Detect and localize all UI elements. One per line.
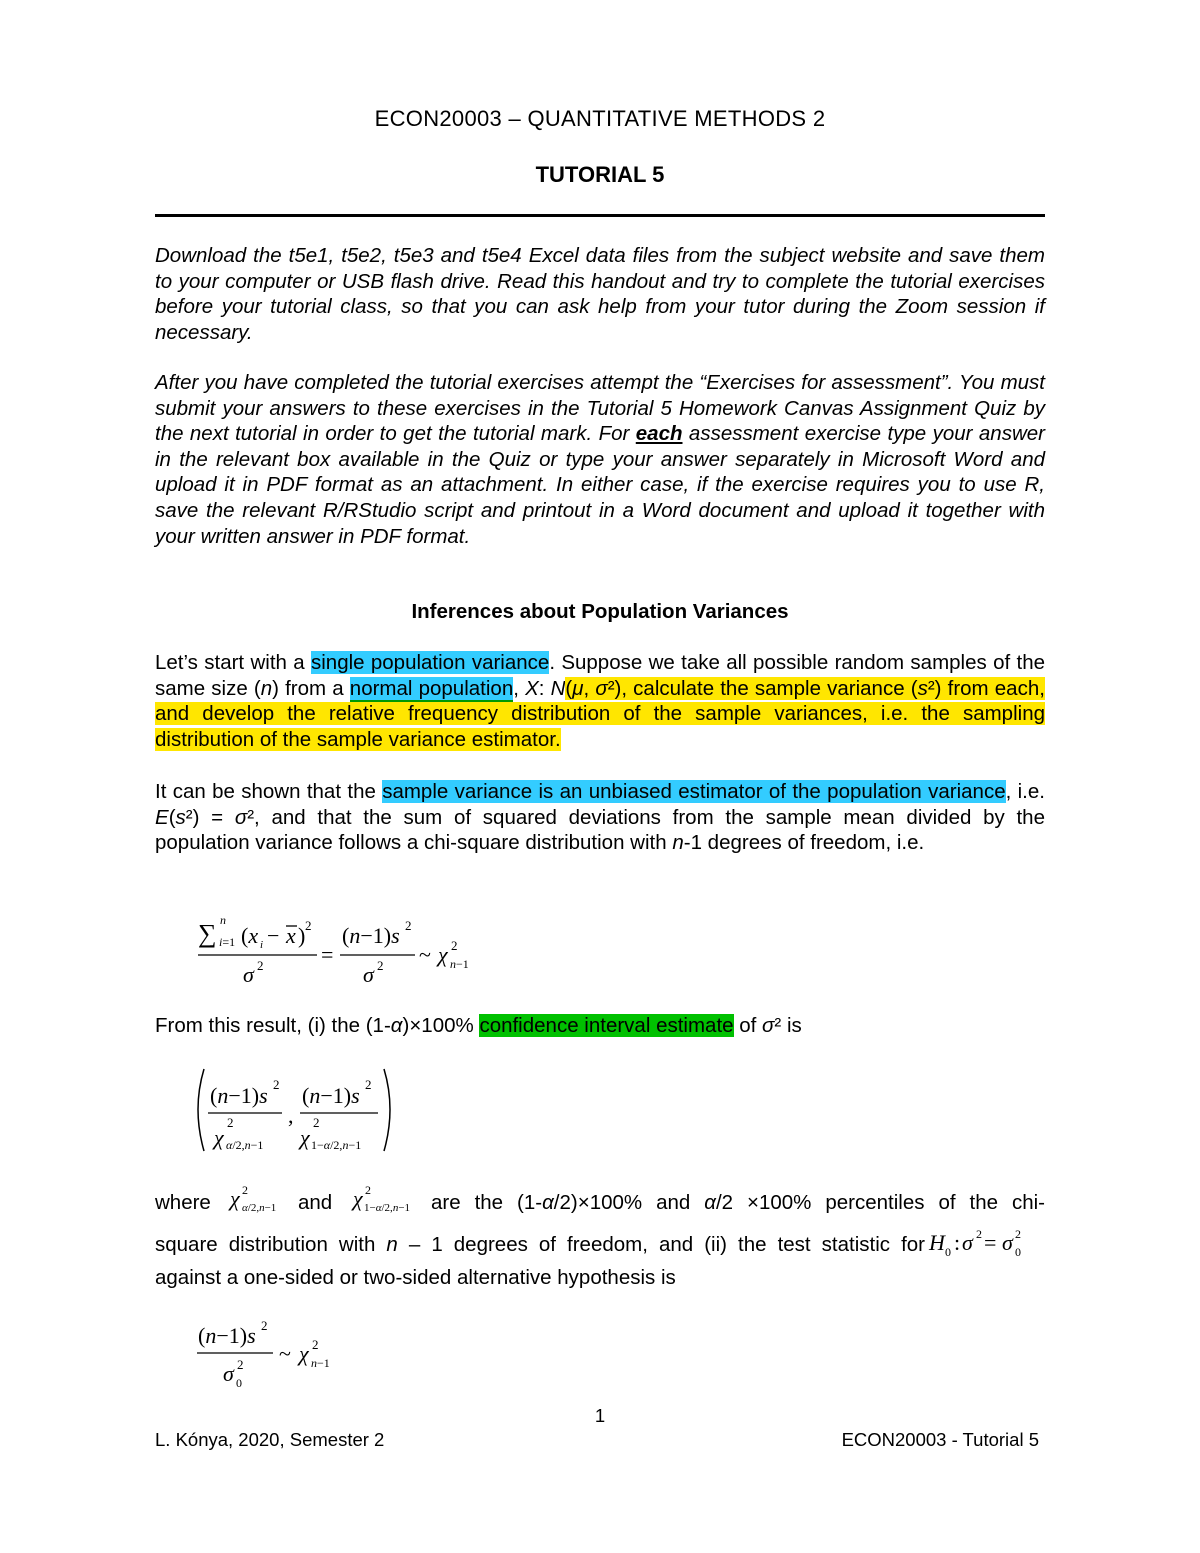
svg-text:0: 0 <box>945 1245 951 1259</box>
svg-text:n−1: n−1 <box>311 1356 330 1370</box>
intro-text-1: Download the t5e1, t5e2, t5e3 and t5e4 Excel data files from the subject website and save them to your computer or USB flash drive. Read this handout and try to complete the tutorial exercises before your tutorial class, so that you can ask help from your tutor during the Zoom session if necessary. <box>155 244 1045 344</box>
text: ²) from each, and develop the relative frequency distribution of the sample variances, i.e. the sampling distribution of the sample variance estimator. <box>155 676 1045 751</box>
text: /2 ×100% percentiles of the chi- <box>715 1191 1045 1214</box>
text: are the (1- <box>431 1191 543 1214</box>
text: It can be shown that the <box>155 780 383 803</box>
svg-text:0: 0 <box>236 1376 242 1390</box>
svg-text:σ: σ <box>363 962 374 987</box>
section-paragraph-4-line-3: against a one-sided or two-sided alternative hypothesis is <box>155 1266 676 1289</box>
text: – 1 degrees of freedom, and (ii) the test statistic for <box>397 1233 925 1256</box>
text: From this result, (i) the (1- <box>155 1014 391 1037</box>
var-n: n <box>260 676 273 700</box>
svg-text:(n−1)s: (n−1)s <box>302 1083 360 1108</box>
section-paragraph-3 <box>155 1013 1045 1039</box>
var-sigma: σ <box>595 676 608 700</box>
footer-author: L. Kónya, 2020, Semester 2 <box>155 1429 385 1450</box>
svg-text:σ: σ <box>962 1230 973 1255</box>
svg-text:,: , <box>288 1103 294 1128</box>
text: ) from a <box>272 676 350 700</box>
svg-text:2: 2 <box>257 958 264 973</box>
var-E: E <box>155 805 169 829</box>
svg-text:α/2,n−1: α/2,n−1 <box>226 1138 264 1152</box>
var-N: N <box>550 676 566 700</box>
svg-text:(n−1)s: (n−1)s <box>342 923 400 948</box>
svg-text:): ) <box>298 923 306 948</box>
section-paragraph-2 <box>155 779 1045 856</box>
svg-text:2: 2 <box>261 1318 268 1333</box>
course-title: ECON20003 – QUANTITATIVE METHODS 2 <box>374 106 826 131</box>
intro-paragraph-1 <box>155 243 1045 345</box>
svg-text:2: 2 <box>405 918 412 933</box>
svg-text:χ: χ <box>299 1341 309 1366</box>
svg-text:=: = <box>321 942 334 967</box>
text: : <box>538 676 551 700</box>
var-s: s <box>917 676 928 700</box>
svg-text:i: i <box>260 939 264 951</box>
svg-text:σ: σ <box>223 1361 234 1386</box>
svg-text:χ: χ <box>214 1125 224 1150</box>
text: ( <box>565 676 573 700</box>
section-paragraph-4-line-2 <box>155 1227 1045 1262</box>
section-paragraph-1 <box>155 650 1045 752</box>
var-sigma: σ <box>234 805 248 829</box>
svg-text:χ: χ <box>438 942 448 967</box>
svg-text:χ: χ <box>300 1125 310 1150</box>
text: ²) = <box>185 805 235 829</box>
svg-text:(n−1)s: (n−1)s <box>198 1323 256 1348</box>
text: ²), calculate the sample variance ( <box>607 676 918 700</box>
highlight-confidence-interval: confidence interval estimate <box>479 1014 734 1037</box>
var-alpha: α <box>704 1191 716 1214</box>
svg-text:H: H <box>929 1230 945 1255</box>
text: ² is <box>774 1014 802 1037</box>
var-sigma: σ <box>762 1014 775 1037</box>
svg-text:2: 2 <box>242 1183 248 1197</box>
svg-text:σ: σ <box>243 962 254 987</box>
text: square distribution with <box>155 1233 387 1256</box>
svg-text:2: 2 <box>273 1077 280 1092</box>
svg-text:1−α/2,n−1: 1−α/2,n−1 <box>364 1202 411 1214</box>
highlight-unbiased-estimator: sample variance is an unbiased estimator of the population variance <box>382 780 1006 803</box>
var-alpha: α <box>542 1191 554 1214</box>
var-mu: μ <box>572 676 584 700</box>
svg-text:2: 2 <box>312 1337 319 1352</box>
svg-text:χ: χ <box>353 1186 363 1211</box>
svg-text:1−α/2,n−1: 1−α/2,n−1 <box>311 1138 362 1152</box>
svg-text:i=1: i=1 <box>219 935 236 949</box>
text: . Suppose we take all possible random samples of the same size ( <box>155 651 1046 700</box>
formula-chi-square-distribution <box>195 910 495 995</box>
emphasis-each: each <box>635 422 683 446</box>
intro-text-2a: After you have completed the tutorial exercises attempt the “Exercises for assessment”. You must submit your answers to these exercises in the Tutorial 5 Homework Canvas Assignment Quiz by the next tutorial in order to get the tutorial mark. For <box>155 371 1045 446</box>
svg-text:n: n <box>220 913 226 927</box>
var-X: X <box>525 676 539 700</box>
text: ( <box>168 805 176 829</box>
highlight-normal-population: normal population <box>350 677 513 703</box>
footer-course: ECON20003 - Tutorial 5 <box>841 1429 1039 1450</box>
svg-text:2: 2 <box>365 1183 371 1197</box>
formula-test-statistic <box>195 1315 365 1400</box>
text-percentiles <box>431 1191 1045 1215</box>
null-hypothesis-symbol <box>927 1224 1047 1262</box>
svg-text:n−1: n−1 <box>450 957 469 971</box>
text: , <box>583 676 596 700</box>
text: of <box>733 1014 763 1037</box>
var-s: s <box>175 805 186 829</box>
text: , i.e. <box>1005 780 1045 803</box>
svg-text:2: 2 <box>365 1077 372 1092</box>
highlight-single-population-variance: single population variance <box>310 651 550 674</box>
text: -1 degrees of freedom, i.e. <box>683 831 925 855</box>
svg-text:2: 2 <box>377 958 384 973</box>
svg-text:2: 2 <box>313 1115 320 1130</box>
svg-text:2: 2 <box>1015 1227 1021 1241</box>
svg-text::: : <box>954 1230 961 1255</box>
svg-text:2: 2 <box>451 938 458 953</box>
svg-text:(x: (x <box>241 923 259 948</box>
var-alpha: α <box>390 1014 403 1037</box>
page-number: 1 <box>594 1405 606 1426</box>
svg-text:χ: χ <box>230 1186 240 1211</box>
var-n: n <box>386 1233 398 1256</box>
text-and: and <box>298 1191 333 1214</box>
intro-paragraph-2 <box>155 370 1045 549</box>
svg-text:=: = <box>984 1230 997 1255</box>
text-degrees-of-freedom <box>155 1233 925 1257</box>
section-heading: Inferences about Population Variances <box>411 600 789 623</box>
svg-text:~: ~ <box>279 1341 291 1366</box>
text: /2)×100% and <box>553 1191 705 1214</box>
svg-text:∑: ∑ <box>198 919 217 948</box>
svg-text:2: 2 <box>976 1227 982 1241</box>
tutorial-title: TUTORIAL 5 <box>535 162 665 187</box>
svg-text:2: 2 <box>237 1357 244 1372</box>
intro-text-2b: assessment exercise type your answer in the relevant box available in the Quiz or type your answer separately in Microsoft Word and upload it in PDF format as an attachment. In either case, if the exercise requires you to use R, save the relevant R/RStudio script and printout in a Word document and upload it together with your written answer in PDF format. <box>155 422 1045 548</box>
text: , <box>513 676 526 700</box>
svg-text:σ: σ <box>1002 1230 1013 1255</box>
title-divider <box>155 214 1045 217</box>
svg-text:0: 0 <box>1015 1245 1021 1259</box>
svg-text:x: x <box>286 923 296 948</box>
svg-text:α/2,n−1: α/2,n−1 <box>242 1202 277 1214</box>
text: ², and that the sum of squared deviations from the sample mean divided by the population variance follows a chi-square distribution with <box>155 805 1045 855</box>
text: )×100% <box>402 1014 480 1037</box>
section-paragraph-4-line-1 <box>155 1183 1045 1216</box>
var-n: n <box>672 831 684 855</box>
text-where: where <box>155 1191 211 1214</box>
svg-text:~: ~ <box>419 942 431 967</box>
chi-alpha-half-symbol <box>228 1182 303 1218</box>
svg-text:−: − <box>267 923 280 948</box>
svg-text:2: 2 <box>227 1115 234 1130</box>
text: Let’s start with a <box>155 651 311 674</box>
svg-text:2: 2 <box>305 918 312 933</box>
svg-text:(n−1)s: (n−1)s <box>210 1083 268 1108</box>
formula-confidence-interval <box>190 1065 410 1165</box>
chi-one-minus-alpha-half-symbol <box>351 1182 436 1218</box>
